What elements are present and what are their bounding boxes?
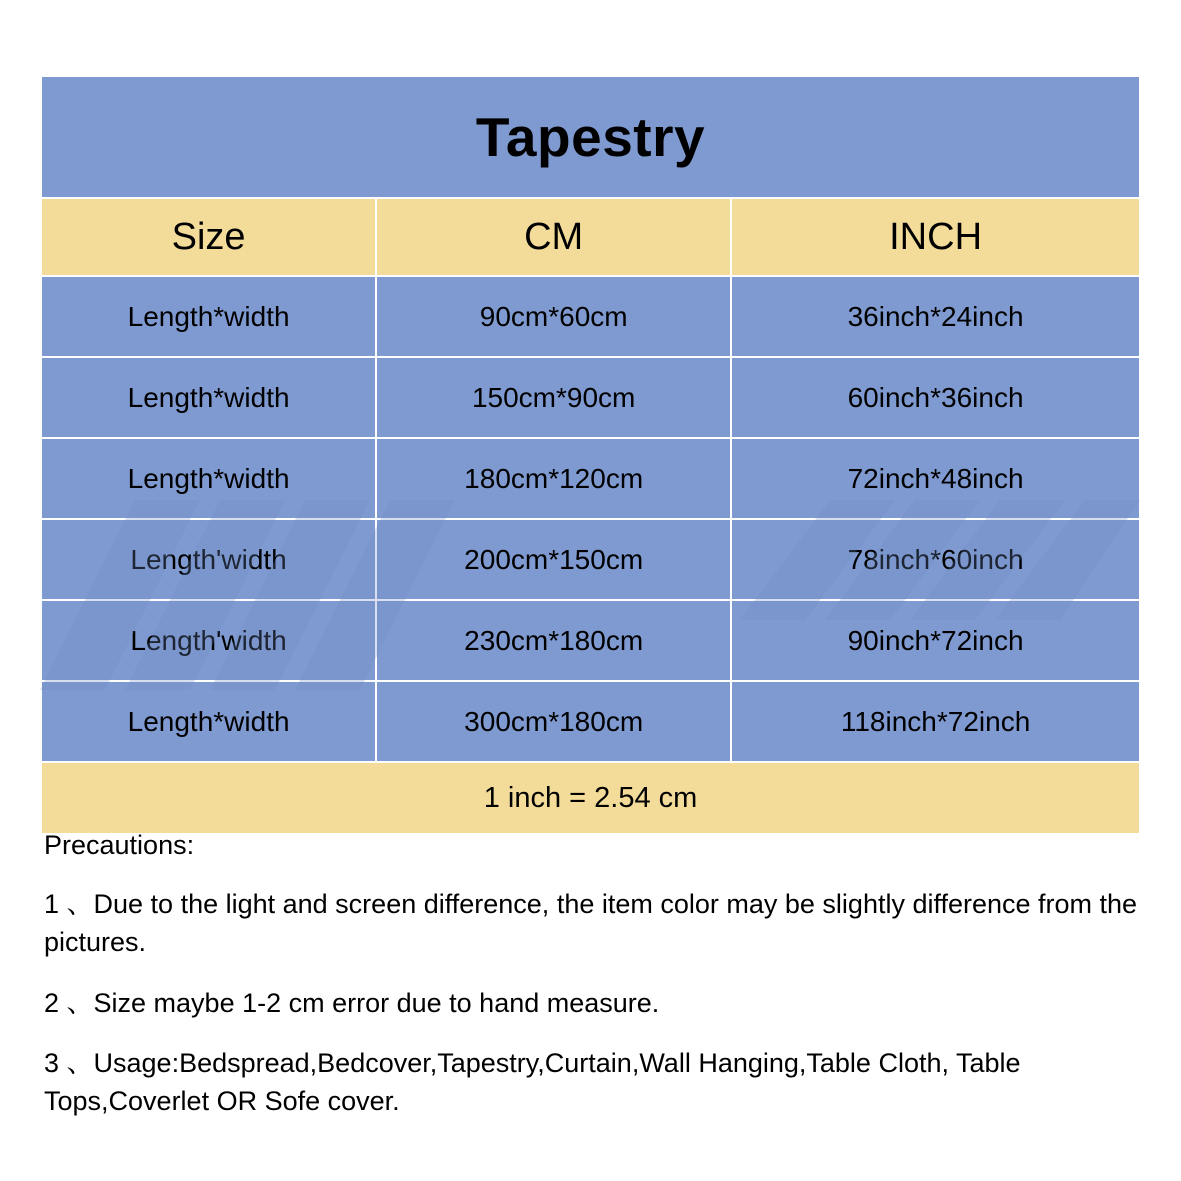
precaution-item-2: 2 、Size maybe 1-2 cm error due to hand measure.: [44, 987, 660, 1018]
size-chart: [40, 75, 1141, 835]
table-title: Tapestry: [41, 76, 1140, 198]
table-row: [41, 438, 1140, 519]
column-header-inch: INCH: [731, 198, 1140, 276]
cell-size: Length*width: [41, 681, 376, 762]
cell-inch: 90inch*72inch: [731, 600, 1140, 681]
table-row: [41, 357, 1140, 438]
cell-cm: 200cm*150cm: [376, 519, 731, 600]
cell-size: Length*width: [41, 276, 376, 357]
table-row: [41, 600, 1140, 681]
cell-cm: 150cm*90cm: [376, 357, 731, 438]
cell-cm: 300cm*180cm: [376, 681, 731, 762]
precautions-section: [44, 830, 1144, 1143]
precaution-item-3: 3 、Usage:Bedspread,Bedcover,Tapestry,Curtain,Wall Hanging,Table Cloth, Table Tops,Coverlet OR Sofe cover.: [44, 1047, 1021, 1117]
column-header-cm: CM: [376, 198, 731, 276]
cell-cm: 180cm*120cm: [376, 438, 731, 519]
cell-size: Length'width: [41, 600, 376, 681]
size-table: [40, 75, 1141, 835]
precaution-item-1: 1 、Due to the light and screen difference, the item color may be slightly difference from the pictures.: [44, 889, 1138, 958]
cell-cm: 230cm*180cm: [376, 600, 731, 681]
cell-size: Length*width: [41, 438, 376, 519]
cell-cm: 90cm*60cm: [376, 276, 731, 357]
table-row: [41, 276, 1140, 357]
table-title-row: [41, 76, 1140, 198]
table-row: [41, 681, 1140, 762]
table-footer-row: [41, 762, 1140, 834]
cell-inch: 60inch*36inch: [731, 357, 1140, 438]
table-header-row: [41, 198, 1140, 276]
column-header-size: Size: [41, 198, 376, 276]
cell-size: Length*width: [41, 357, 376, 438]
cell-inch: 78inch*60inch: [731, 519, 1140, 600]
cell-inch: 36inch*24inch: [731, 276, 1140, 357]
cell-inch: 72inch*48inch: [731, 438, 1140, 519]
cell-inch: 118inch*72inch: [731, 681, 1140, 762]
conversion-note: 1 inch = 2.54 cm: [41, 762, 1140, 834]
cell-size: Length'width: [41, 519, 376, 600]
table-row: [41, 519, 1140, 600]
precautions-heading: Precautions:: [44, 830, 195, 860]
